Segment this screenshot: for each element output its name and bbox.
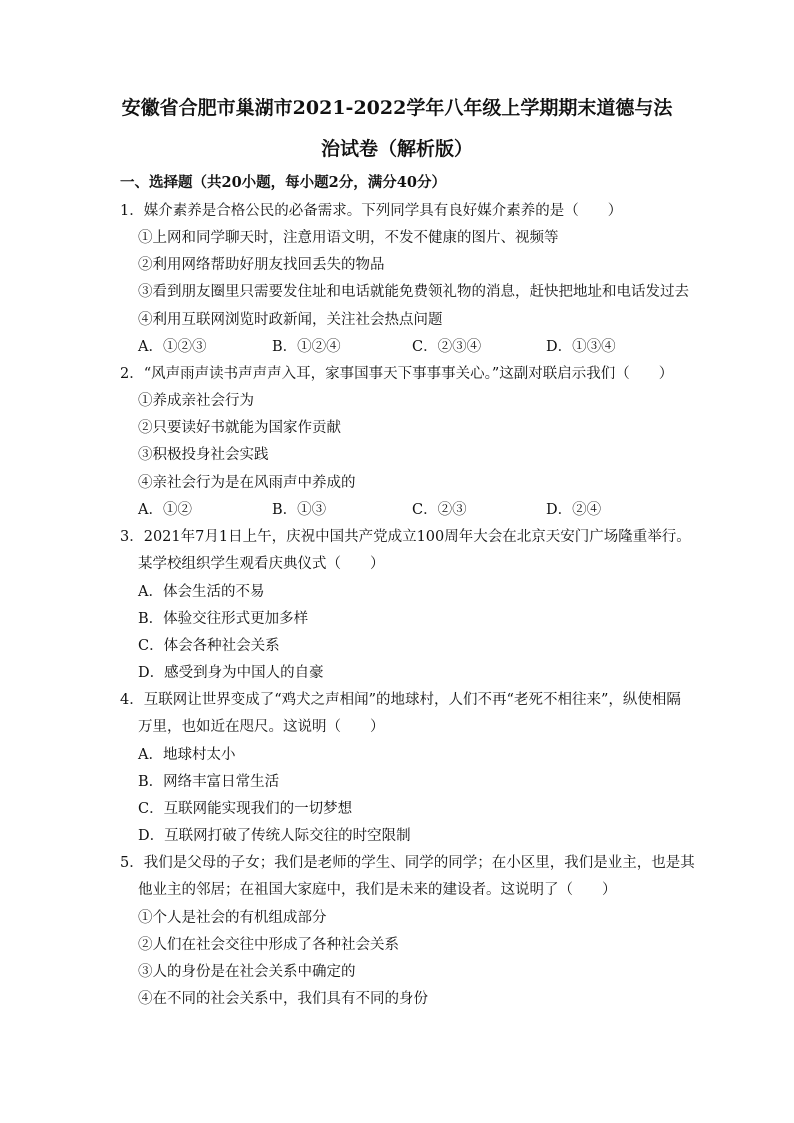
question-2-option-a: A．①② <box>138 502 192 518</box>
question-2-item-3: ③积极投身社会实践 <box>138 447 269 463</box>
question-2-option-c: C．②③ <box>412 502 467 518</box>
question-4-option-c: C．互联网能实现我们的一切梦想 <box>138 801 353 817</box>
question-5-item-2: ②人们在社会交往中形成了各种社会关系 <box>138 937 399 953</box>
question-1-option-d: D．①③④ <box>546 339 616 355</box>
question-2-item-2: ②只要读好书就能为国家作贡献 <box>138 420 341 436</box>
question-4-stem-line-2: 万里，也如近在咫尺。这说明（ ） <box>138 719 385 735</box>
question-3-stem-line-2: 某学校组织学生观看庆典仪式（ ） <box>138 556 385 572</box>
question-5-stem-line-1: 5．我们是父母的子女；我们是老师的学生、同学的同学；在小区里，我们是业主，也是其 <box>120 855 695 871</box>
question-5-item-1: ①个人是社会的有机组成部分 <box>138 910 327 926</box>
question-2-option-d: D．②④ <box>546 502 602 518</box>
question-1-stem: 1．媒介素养是合格公民的必备需求。下列同学具有良好媒介素养的是（ ） <box>120 203 623 219</box>
section-heading: 一、选择题（共20小题，每小题2分，满分40分） <box>120 174 446 191</box>
question-1-item-1: ①上网和同学聊天时，注意用语文明，不发不健康的图片、视频等 <box>138 230 559 246</box>
question-5-stem-line-2: 他业主的邻居；在祖国大家庭中，我们是未来的建设者。这说明了（ ） <box>138 882 617 898</box>
question-3-option-b: B．体验交往形式更加多样 <box>138 611 309 627</box>
question-4-option-a: A．地球村太小 <box>138 747 236 763</box>
question-2-item-4: ④亲社会行为是在风雨声中养成的 <box>138 475 356 491</box>
question-2-stem: 2．“风声雨声读书声声声入耳，家事国事天下事事事关心。”这副对联启示我们（ ） <box>120 366 674 382</box>
question-3-stem-line-1: 3．2021年7月1日上午，庆祝中国共产党成立100周年大会在北京天安门广场隆重举行。 <box>120 529 691 545</box>
question-3-option-a: A．体会生活的不易 <box>138 584 265 600</box>
question-3-option-c: C．体会各种社会关系 <box>138 638 280 654</box>
question-1-item-4: ④利用互联网浏览时政新闻，关注社会热点问题 <box>138 312 443 328</box>
question-2-option-b: B．①③ <box>272 502 327 518</box>
question-1-item-2: ②利用网络帮助好朋友找回丢失的物品 <box>138 257 385 273</box>
question-3-option-d: D．感受到身为中国人的自豪 <box>138 665 324 681</box>
question-1-item-3: ③看到朋友圈里只需要发住址和电话就能免费领礼物的消息，赶快把地址和电话发过去 <box>138 284 689 300</box>
question-1-option-b: B．①②④ <box>272 339 341 355</box>
question-4-option-b: B．网络丰富日常生活 <box>138 774 280 790</box>
question-2-item-1: ①养成亲社会行为 <box>138 393 254 409</box>
question-1-option-a: A．①②③ <box>138 339 207 355</box>
question-4-option-d: D．互联网打破了传统人际交往的时空限制 <box>138 828 411 844</box>
question-4-stem-line-1: 4．互联网让世界变成了“鸡犬之声相闻”的地球村，人们不再“老死不相往来”，纵使相隔 <box>120 692 681 708</box>
question-5-item-3: ③人的身份是在社会关系中确定的 <box>138 964 356 980</box>
document-title-line-2: 治试卷（解析版） <box>320 138 473 160</box>
question-1-option-c: C．②③④ <box>412 339 482 355</box>
question-5-item-4: ④在不同的社会关系中，我们具有不同的身份 <box>138 991 428 1007</box>
document-title-line-1: 安徽省合肥市巢湖市2021-2022学年八年级上学期期末道德与法 <box>121 97 673 119</box>
